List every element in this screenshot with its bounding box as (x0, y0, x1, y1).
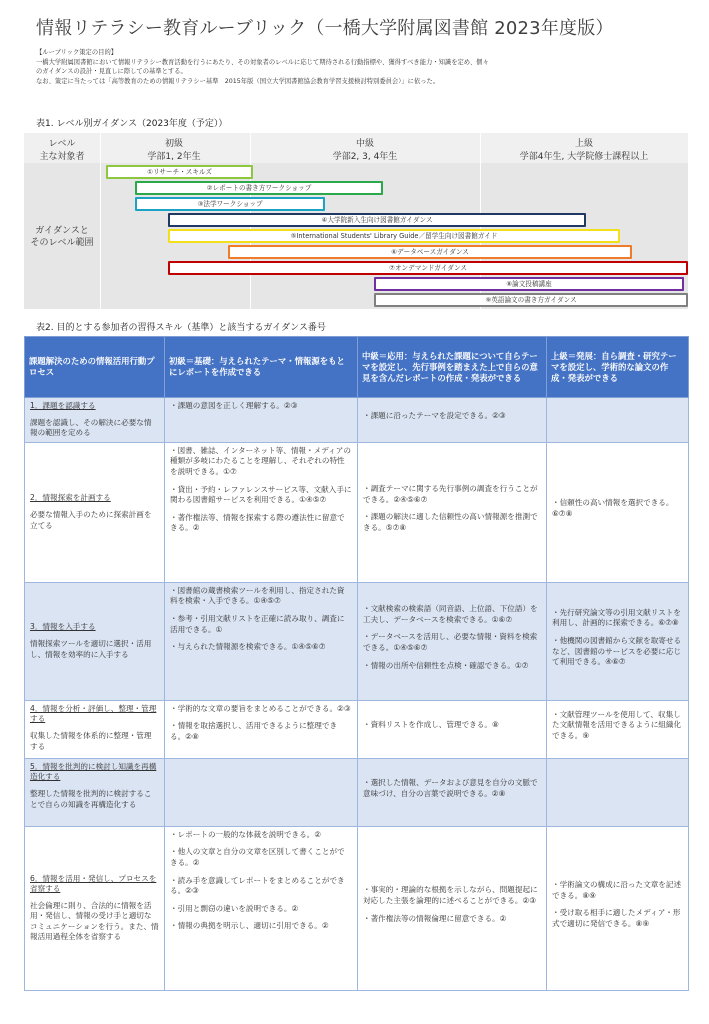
skill-item: ・貸出・予約・レファレンスサービス等、文献入手に関わる図書館サービスを利用できる。①④⑤⑦ (170, 484, 352, 505)
page-title: 情報リテラシー教育ルーブリック（一橋大学附属図書館 2023年度版） (36, 18, 614, 39)
process-cell (25, 442, 165, 582)
applied-skill-cell (358, 442, 547, 582)
guidance-range-label: ガイダンスと そのレベル範囲 (30, 226, 94, 248)
basic-skill-cell (165, 582, 358, 700)
process-description: 課題を認識し、その解決に必要な情報の範囲を定める (30, 417, 152, 438)
skill-item: ・著作権法等、情報を探索する際の遵法性に留意できる。② (170, 512, 345, 533)
intro-line: のガイダンスの設計・見直しに際しての基準とする。 (36, 68, 187, 76)
skill-item: ・情報の出所や信頼性を点検・確認できる。①⑦ (363, 660, 529, 670)
skills-table-body (25, 398, 689, 991)
guidance-bar-on-demand: ⑦オンデマンドガイダンス (168, 261, 688, 275)
skill-item: ・図書館の蔵書検索ツールを利用し、指定された資料を検索・入手できる。①④⑤⑦ (170, 585, 345, 606)
skill-item: ・著作権法等の情報倫理に留意できる。② (363, 913, 507, 923)
advanced-skill-cell (547, 758, 689, 826)
process-description: 収集した情報を体系的に整理・管理する (30, 730, 152, 751)
skill-item: ・図書、雑誌、インターネット等、情報・メディアの種類が多岐にわたることを理解し、それぞれの特性を説明できる。①⑦ (170, 445, 351, 476)
guidance-bar-english-paper: ⑨英語論文の書き方ガイダンス (374, 293, 688, 307)
guidance-bar-international-guide: ⑤International Students' Library Guide／留学生向け図書館ガイド (168, 229, 620, 243)
skill-item: ・与えられた情報源を検索できる。①④⑤⑥⑦ (170, 642, 326, 652)
guidance-bar-graduate-orientation: ④大学院新入生向け図書館ガイダンス (168, 213, 586, 227)
guidance-bar-database: ⑥データベースガイダンス (228, 245, 632, 259)
target-basic: 学部1, 2年生 (147, 152, 201, 162)
skill-item: ・受け取る相手に適したメディア・形式で適切に発信できる。⑧⑨ (552, 908, 681, 928)
skill-item: ・学術的な文章の要旨をまとめることができる。②③ (170, 703, 351, 713)
target-label: 主な対象者 (39, 152, 85, 162)
table-row (25, 582, 689, 700)
process-title: 1．課題を認識する (30, 401, 96, 410)
process-title: 2．情報探索を計画する (30, 493, 111, 503)
skill-item: ・先行研究論文等の引用文献リストを利用し、計画的に探索できる。⑥⑦⑧ (552, 607, 681, 628)
skill-item: ・レポートの一般的な体裁を説明できる。② (170, 829, 322, 839)
skill-item: ・課題に沿ったテーマを設定できる。②③ (363, 411, 506, 421)
guidance-bar-research-skills: ①リサーチ・スキルズ (106, 165, 253, 179)
guidance-bar-paper-submission: ⑧論文投稿講座 (374, 277, 684, 291)
process-cell (25, 700, 165, 758)
table-row (25, 442, 689, 582)
skill-item: ・他機関の図書館から文献を取寄せるなど、図書館のサービスを必要に応じて利用できる。④⑥⑦ (552, 635, 682, 667)
guidance-bar-report-workshop: ②レポートの書き方ワークショップ (135, 181, 383, 195)
skill-item: ・文献管理ツールを使用して、収集した文献情報を活用できるように組織化できる。⑨ (552, 709, 682, 741)
applied-skill-cell (358, 758, 547, 826)
intro-line: 一橋大学附属図書館において情報リテラシー教育活動を行うにあたり、その対象者のレベルに応じて期待される行動指標や、獲得すべき能力・知識を定め、個々 (36, 58, 489, 66)
advanced-skill-cell (547, 700, 689, 758)
applied-skill-cell (358, 582, 547, 700)
process-title: 5．情報を批判的に検討し知識を再構造化する (30, 761, 157, 782)
skill-item: ・読み手を意識してレポートをまとめることができる。②③ (170, 875, 345, 896)
skill-item: ・課題の解決に適した信頼性の高い情報源を推測できる。⑤⑦⑧ (363, 512, 538, 532)
column-divider (100, 133, 101, 309)
table2-caption: 表2. 目的とする参加者の習得スキル（基準）と該当するガイダンス番号 (36, 323, 326, 333)
applied-skill-cell (358, 826, 547, 990)
skill-item: ・情報の典拠を明示し、適切に引用できる。② (170, 921, 329, 931)
level-basic: 初級 (164, 139, 184, 149)
process-description: 情報探索ツールを適切に選択・活用し、情報を効率的に入手する (30, 638, 152, 659)
process-description: 必要な情報入手のために探索計画を立てる (30, 509, 152, 530)
table-row (25, 758, 689, 826)
level-intermediate: 中級 (355, 139, 375, 149)
header-advanced: 上級＝発展：自ら調査・研究テーマを設定し、学術的な論文の作成・発表ができる (547, 337, 689, 398)
intro-section (36, 48, 686, 86)
applied-skill-cell (358, 398, 547, 443)
basic-skill-cell (165, 758, 358, 826)
skill-item: ・信頼性の高い情報を選択できる。⑥⑦⑧ (552, 498, 674, 518)
intro-heading: 【ルーブリック策定の目的】 (36, 49, 118, 56)
table-row (25, 398, 689, 443)
skill-item: ・事実的・理論的な根拠を示しながら、問題提起に対応した主張を論理的に述べることができる。②③ (363, 885, 538, 905)
skill-item: ・資料リストを作成し、管理できる。⑧ (363, 720, 499, 730)
header-basic: 初級＝基礎：与えられたテーマ・情報源をもとにレポートを作成できる (165, 337, 358, 398)
applied-skill-cell (358, 700, 547, 758)
header-process: 課題解決のための情報活用行動プロセス (25, 337, 165, 398)
level-header (24, 133, 688, 163)
target-advanced: 学部4年生, 大学院修士課程以上 (519, 152, 649, 162)
skills-table (24, 336, 689, 991)
process-cell (25, 758, 165, 826)
basic-skill-cell (165, 826, 358, 990)
intro-line: なお、策定に当たっては「高等教育のための情報リテラシー基準 2015年版（国立大学図書館協会教育学習支援検討特別委員会）」に依った。 (36, 77, 440, 85)
skill-item: ・データベースを活用し、必要な情報・資料を検索できる。①④⑤⑥⑦ (363, 632, 538, 653)
basic-skill-cell (165, 442, 358, 582)
skill-item: ・文献検索の検索語（同音語、上位語、下位語）を工夫し、データベースを検索できる。①⑥⑦ (363, 604, 538, 624)
process-cell (25, 582, 165, 700)
basic-skill-cell (165, 398, 358, 443)
process-title: 3．情報を入手する (30, 622, 96, 632)
skill-item: ・課題の意図を正しく理解する。②③ (170, 401, 298, 410)
table-row (25, 700, 689, 758)
skill-item: ・学術論文の構成に沿った文章を記述できる。⑧⑨ (552, 880, 682, 900)
skill-item: ・他人の文章と自分の文章を区別して書くことができる。② (170, 847, 345, 867)
skill-item: ・選択した情報、データおよび意見を自分の文脈で意味づけ、自分の言葉で説明できる。②⑧ (363, 778, 538, 798)
process-description: 社会倫理に則り、合法的に情報を活用・発信し、情報の受け手と適切なコミュニケーションを行う。また、情報活用過程全体を省察する (30, 900, 159, 942)
process-title: 4．情報を分析・評価し、整理・管理する (30, 703, 157, 724)
level-label: レベル (48, 139, 76, 149)
advanced-skill-cell (547, 398, 689, 443)
advanced-skill-cell (547, 826, 689, 990)
advanced-skill-cell (547, 582, 689, 700)
guidance-bar-law-workshop: ③法学ワークショップ (135, 197, 325, 211)
table-row (25, 826, 689, 990)
process-cell (25, 398, 165, 443)
header-applied: 中級＝応用：与えられた課題について自らテーマを設定し、先行事例を踏まえた上で自らの意見を含んだレポートの作成・発表ができる (358, 337, 547, 398)
advanced-skill-cell (547, 442, 689, 582)
skill-item: ・引用と剽窃の違いを説明できる。② (170, 903, 299, 913)
level-advanced: 上級 (574, 139, 594, 149)
skill-item: ・参考・引用文献リストを正確に読み取り、調査に活用できる。① (170, 613, 345, 634)
skill-item: ・情報を取捨選択し、活用できるように整理できる。②⑧ (170, 721, 338, 741)
level-guidance-table (24, 133, 688, 309)
basic-skill-cell (165, 700, 358, 758)
process-title: 6．情報を活用・発信し、プロセスを省察する (30, 873, 157, 894)
skill-item: ・調査テーマに関する先行事例の調査を行うことができる。②④⑤⑥⑦ (363, 484, 538, 504)
target-intermediate: 学部2, 3, 4年生 (332, 152, 398, 162)
table1-caption: 表1. レベル別ガイダンス（2023年度（予定）） (36, 119, 228, 129)
process-description: 整理した情報を批判的に検討することで自らの知識を再構造化する (30, 788, 152, 809)
process-cell (25, 826, 165, 990)
